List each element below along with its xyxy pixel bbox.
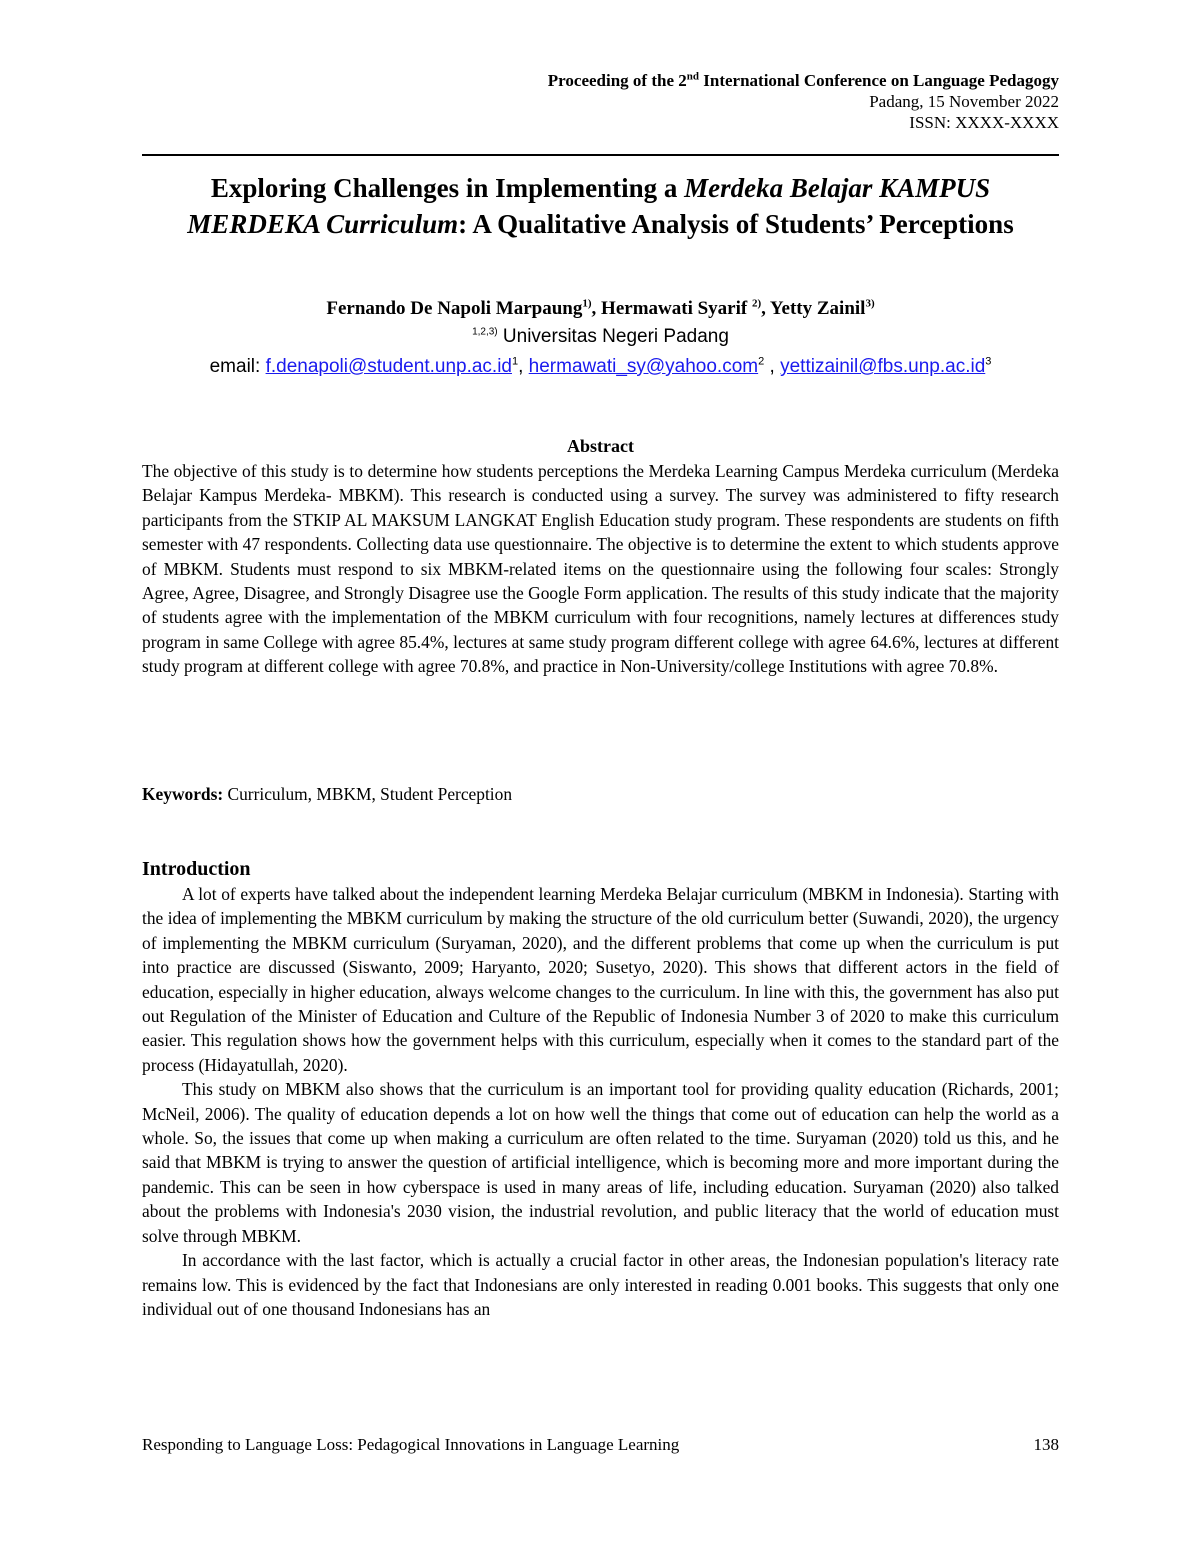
email-link[interactable]: yettizainil@fbs.unp.ac.id bbox=[780, 356, 986, 377]
place-date: Padang, 15 November 2022 bbox=[869, 92, 1059, 111]
author-list bbox=[142, 297, 1059, 321]
author-separator: , bbox=[761, 298, 770, 319]
title-italic-part: Merdeka Belajar KAMPUS MERDEKA Curriculum bbox=[187, 173, 991, 239]
conference-prefix: Proceeding of the 2 bbox=[547, 71, 687, 90]
email-line bbox=[142, 355, 1059, 379]
author-affiliation-mark: 2) bbox=[751, 297, 762, 310]
conference-name bbox=[142, 70, 1059, 91]
email-link[interactable]: f.denapoli@student.unp.ac.id bbox=[265, 356, 512, 377]
running-header bbox=[142, 70, 1059, 133]
author-name: Yetty Zainil bbox=[769, 298, 866, 319]
keywords bbox=[142, 782, 1059, 806]
body-paragraph: A lot of experts have talked about the independent learning Merdeka Belajar curriculum (MBKM in Indonesia). Starting with the idea of implementing the MBKM curriculum by making the structure of the old curriculum better (Suwandi, 2020), the urgency of implementing the MBKM curriculum (Suryaman, 2020), and the different problems that come up when the curriculum is put into practice are discussed (Siswanto, 2009; Haryanto, 2020; Susetyo, 2020). This shows that different actors in the field of education, especially in higher education, always welcome changes to the curriculum. In line with this, the government has also put out Regulation of the Minister of Education and Culture of the Republic of Indonesia Number 3 of 2020 to make this curriculum easier. This regulation shows how the government helps with this curriculum, especially when it comes to the standard part of the process (Hidayatullah, 2020). bbox=[142, 884, 1059, 1075]
email-mark: 1 bbox=[511, 355, 519, 368]
email-mark: 3 bbox=[985, 355, 992, 368]
email-mark: 2 bbox=[758, 355, 765, 368]
abstract-text: The objective of this study is to determine how students perceptions the Merdeka Learning Campus Merdeka curriculum (Merdeka Belajar Kampus Merdeka- MBKM). This research is conducted using a survey. The survey was administered to fifty research participants from the STKIP AL MAKSUM LANGKAT English Education study program. These respondents are students on fifth semester with 47 respondents. Collecting data use questionnaire. The objective is to determine the extent to which students approve of MBKM. Students must respond to six MBKM-related items on the questionnaire using the following four scales: Strongly Agree, Agree, Disagree, and Strongly Disagree use the Google Form application. The results of this study indicate that the majority of students agree with the implementation of the MBKM curriculum with four recognitions, namely lectures at differences study program in same College with agree 85.4%, lectures at same study program different college with agree 64.6%, lectures at different study program at different college with agree 70.8%, and practice in Non-University/college Institutions with agree 70.8%. bbox=[142, 461, 1059, 677]
author-affiliation-mark: 3) bbox=[865, 297, 875, 310]
email-separator: , bbox=[518, 356, 529, 377]
page-number: 138 bbox=[1033, 1435, 1059, 1454]
paper-title bbox=[142, 170, 1059, 242]
affiliation-mark: 1,2,3) bbox=[472, 326, 498, 338]
body-paragraph: This study on MBKM also shows that the curriculum is an important tool for providing quality education (Richards, 2001; McNeil, 2006). The quality of education depends a lot on how well the things that come out of education can help the world as a whole. So, the issues that come up when making a curriculum are often related to the time. Suryaman (2020) told us this, and he said that MBKM is trying to answer the question of artificial intelligence, which is becoming more and more important during the pandemic. This can be seen in how cyberspace is used in many areas of life, including education. Suryaman (2020) also talked about the problems with Indonesia's 2030 vision, the industrial revolution, and public literacy that the world of education must solve through MBKM. bbox=[142, 1079, 1059, 1246]
author-affiliation-mark: 1) bbox=[582, 297, 592, 310]
issn: ISSN: XXXX-XXXX bbox=[909, 113, 1059, 132]
footer-journal-title: Responding to Language Loss: Pedagogical Innovations in Language Learning bbox=[142, 1435, 680, 1454]
author-separator: , bbox=[591, 298, 602, 319]
author-name: Fernando De Napoli Marpaung bbox=[326, 298, 583, 319]
keywords-label: Keywords: bbox=[142, 784, 224, 804]
introduction-heading: Introduction bbox=[142, 858, 251, 880]
conference-ordinal: nd bbox=[686, 70, 699, 83]
email-label: email: bbox=[209, 356, 266, 377]
introduction-body bbox=[142, 882, 1059, 1321]
title-part: : A Qualitative Analysis of Students’ Perceptions bbox=[458, 209, 1014, 239]
author-name: Hermawati Syarif bbox=[601, 298, 752, 319]
title-part: Exploring Challenges in Implementing a bbox=[210, 173, 685, 203]
email-separator: , bbox=[764, 356, 781, 377]
conference-suffix: International Conference on Language Pedagogy bbox=[699, 71, 1059, 90]
email-link[interactable]: hermawati_sy@yahoo.com bbox=[528, 356, 759, 377]
abstract-heading: Abstract bbox=[567, 436, 634, 456]
body-paragraph: In accordance with the last factor, which is actually a crucial factor in other areas, the Indonesian population's literacy rate remains low. This is evidenced by the fact that Indonesians are only interested in reading 0.001 books. This suggests that only one individual out of one thousand Indonesians has an bbox=[142, 1250, 1059, 1319]
keywords-text: Curriculum, MBKM, Student Perception bbox=[223, 784, 513, 804]
affiliation bbox=[142, 325, 1059, 349]
affiliation-name: Universitas Negeri Padang bbox=[497, 326, 729, 347]
header-divider bbox=[142, 154, 1059, 156]
